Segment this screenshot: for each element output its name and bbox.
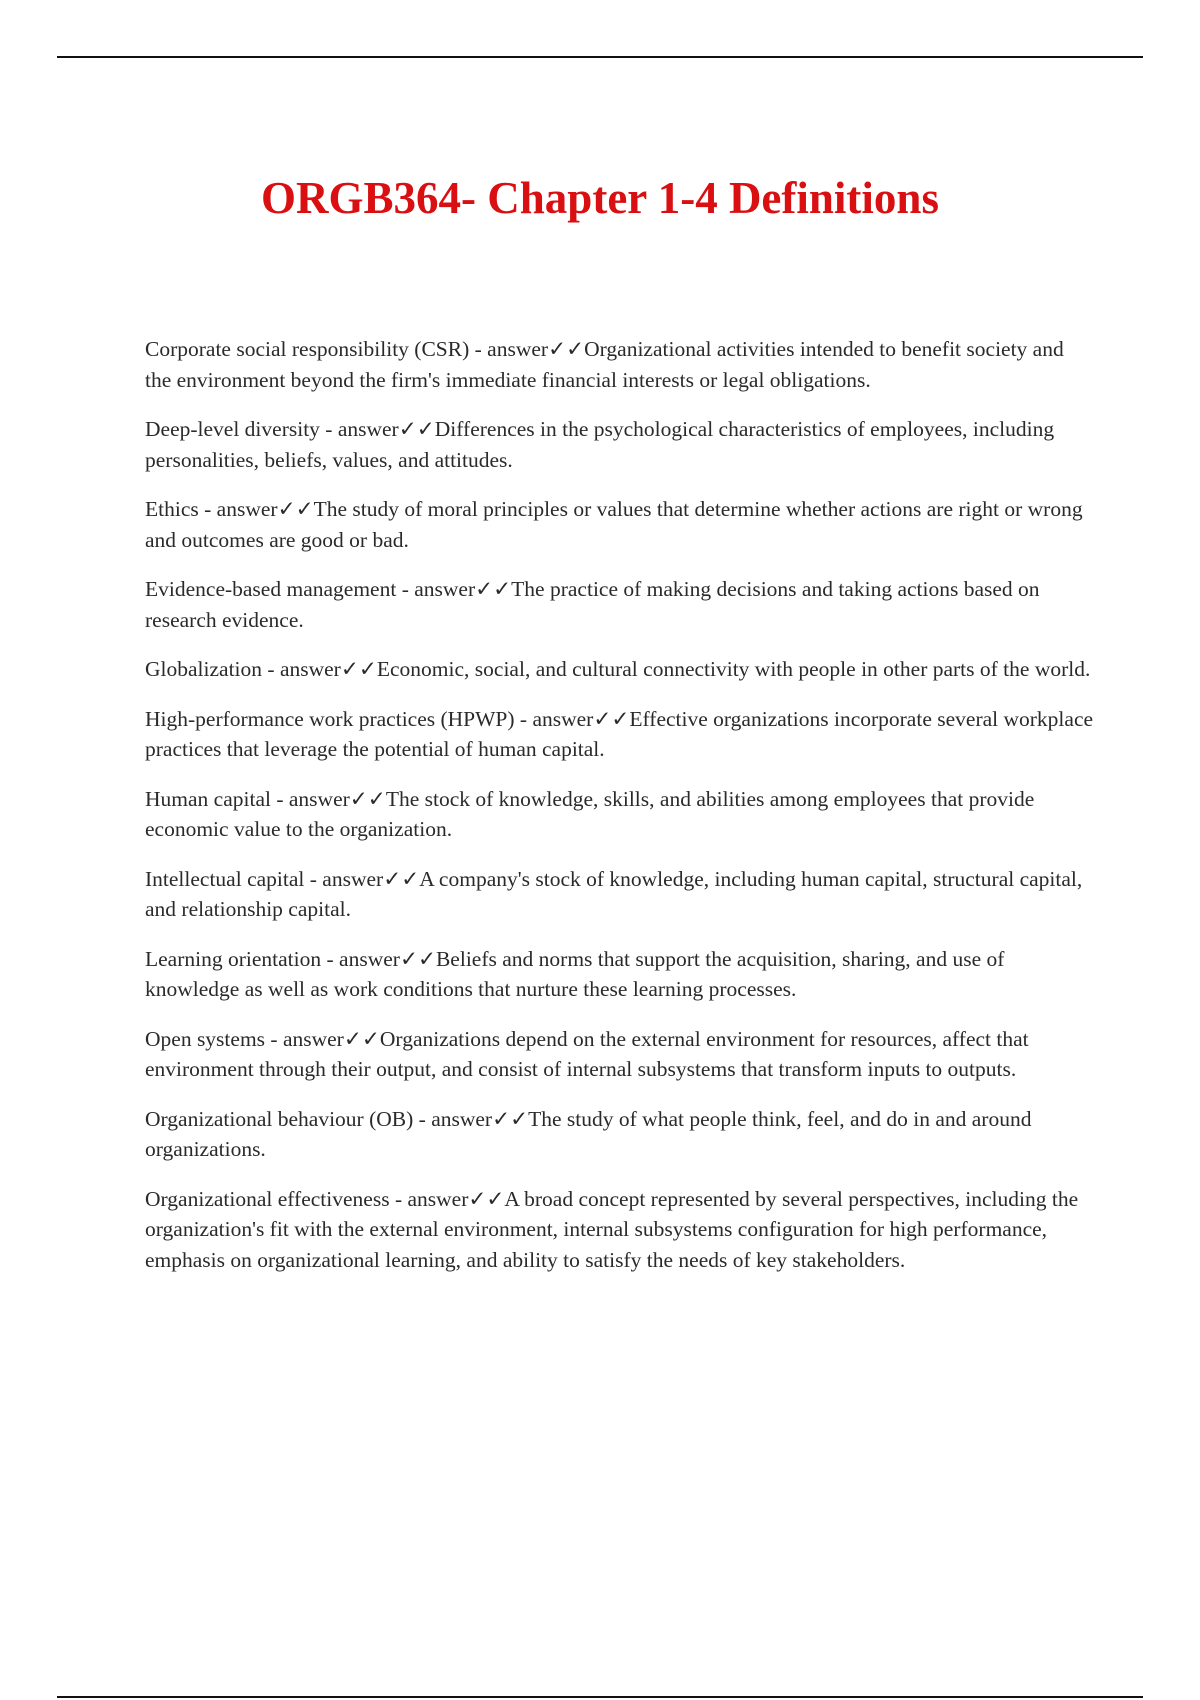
definition-item: [145, 494, 1095, 555]
answer-separator: - answer: [321, 946, 400, 971]
definition-item: [145, 654, 1095, 685]
definition-text: Organizations depend on the external environment for resources, affect that environment through their output, and consist of internal subsystems that transform inputs to outputs.: [145, 1026, 1029, 1081]
definition-text: Economic, social, and cultural connectivity with people in other parts of the world.: [376, 657, 1091, 681]
checkmark-icon: ✓✓: [398, 417, 435, 441]
definition-term: High-performance work practices (HPWP): [145, 706, 515, 731]
definition-term: Evidence-based management: [145, 577, 397, 601]
bottom-rule: [57, 1696, 1143, 1698]
definition-term: Organizational effectiveness: [145, 1186, 390, 1211]
checkmark-icon: ✓✓: [548, 337, 585, 361]
checkmark-icon: ✓✓: [475, 577, 512, 601]
definition-term: Corporate social responsibility (CSR): [145, 337, 470, 361]
answer-separator: - answer: [396, 577, 476, 601]
top-rule: [57, 56, 1143, 58]
answer-separator: - answer: [514, 706, 594, 731]
definition-text: Differences in the psychological characteristics of employees, including personalities, beliefs, values, and attitudes.: [145, 417, 1055, 472]
answer-separator: - answer: [270, 786, 350, 811]
page-title: ORGB364- Chapter 1-4 Definitions: [261, 173, 939, 223]
definition-term: Globalization: [145, 657, 263, 681]
definition-term: Ethics: [145, 497, 199, 521]
answer-separator: - answer: [198, 497, 278, 521]
definition-item: [145, 1024, 1095, 1085]
definition-text: Beliefs and norms that support the acquisition, sharing, and use of knowledge as well as work conditions that nurture these learning processes.: [145, 946, 1005, 1001]
checkmark-icon: ✓✓: [277, 497, 314, 521]
definition-term: Learning orientation: [145, 946, 322, 971]
definition-text: Organizational activities intended to benefit society and the environment beyond the firm's immediate financial interests or legal obligations.: [145, 337, 1064, 392]
definition-text: A company's stock of knowledge, including human capital, structural capital, and relationship capital.: [145, 866, 1083, 921]
definition-text: The practice of making decisions and taking actions based on research evidence.: [145, 577, 1040, 632]
definition-text: Effective organizations incorporate several workplace practices that leverage the potential of human capital.: [145, 706, 1094, 761]
definition-item: [145, 574, 1095, 635]
definition-item: [145, 944, 1095, 1005]
checkmark-icon: ✓✓: [343, 1026, 380, 1051]
definition-item: [145, 1104, 1095, 1165]
answer-separator: - answer: [265, 1026, 344, 1051]
checkmark-icon: ✓✓: [492, 1106, 529, 1131]
definition-term: Deep-level diversity: [145, 417, 320, 441]
answer-separator: - answer: [262, 657, 341, 681]
answer-separator: - answer: [469, 337, 549, 361]
definition-list: [145, 334, 1095, 1294]
answer-separator: - answer: [389, 1186, 469, 1211]
answer-separator: - answer: [319, 417, 399, 441]
answer-separator: - answer: [413, 1106, 493, 1131]
checkmark-icon: ✓✓: [468, 1186, 505, 1211]
checkmark-icon: ✓✓: [383, 866, 420, 891]
definition-text: The study of what people think, feel, and do in and around organizations.: [145, 1106, 1032, 1161]
checkmark-icon: ✓✓: [340, 657, 377, 681]
checkmark-icon: ✓✓: [399, 946, 436, 971]
definition-item: [145, 704, 1095, 765]
definition-term: Organizational behaviour (OB): [145, 1106, 414, 1131]
definition-term: Open systems: [145, 1026, 266, 1051]
definition-text: The study of moral principles or values that determine whether actions are right or wrong and outcomes are good or bad.: [145, 497, 1083, 552]
checkmark-icon: ✓✓: [593, 706, 630, 731]
definition-item: [145, 334, 1095, 395]
definition-term: Human capital: [145, 786, 271, 811]
definition-text: A broad concept represented by several perspectives, including the organization's fit with the external environment, internal subsystems configuration for high performance, emphasis on organizational learning, and ability to satisfy the needs of key stakeholders.: [145, 1186, 1079, 1272]
definition-item: [145, 784, 1095, 845]
definition-item: [145, 414, 1095, 475]
definition-item: [145, 1184, 1095, 1276]
definition-term: Intellectual capital: [145, 866, 305, 891]
definition-item: [145, 864, 1095, 925]
definition-text: The stock of knowledge, skills, and abilities among employees that provide economic value to the organization.: [145, 786, 1035, 841]
checkmark-icon: ✓✓: [349, 786, 386, 811]
answer-separator: - answer: [304, 866, 384, 891]
